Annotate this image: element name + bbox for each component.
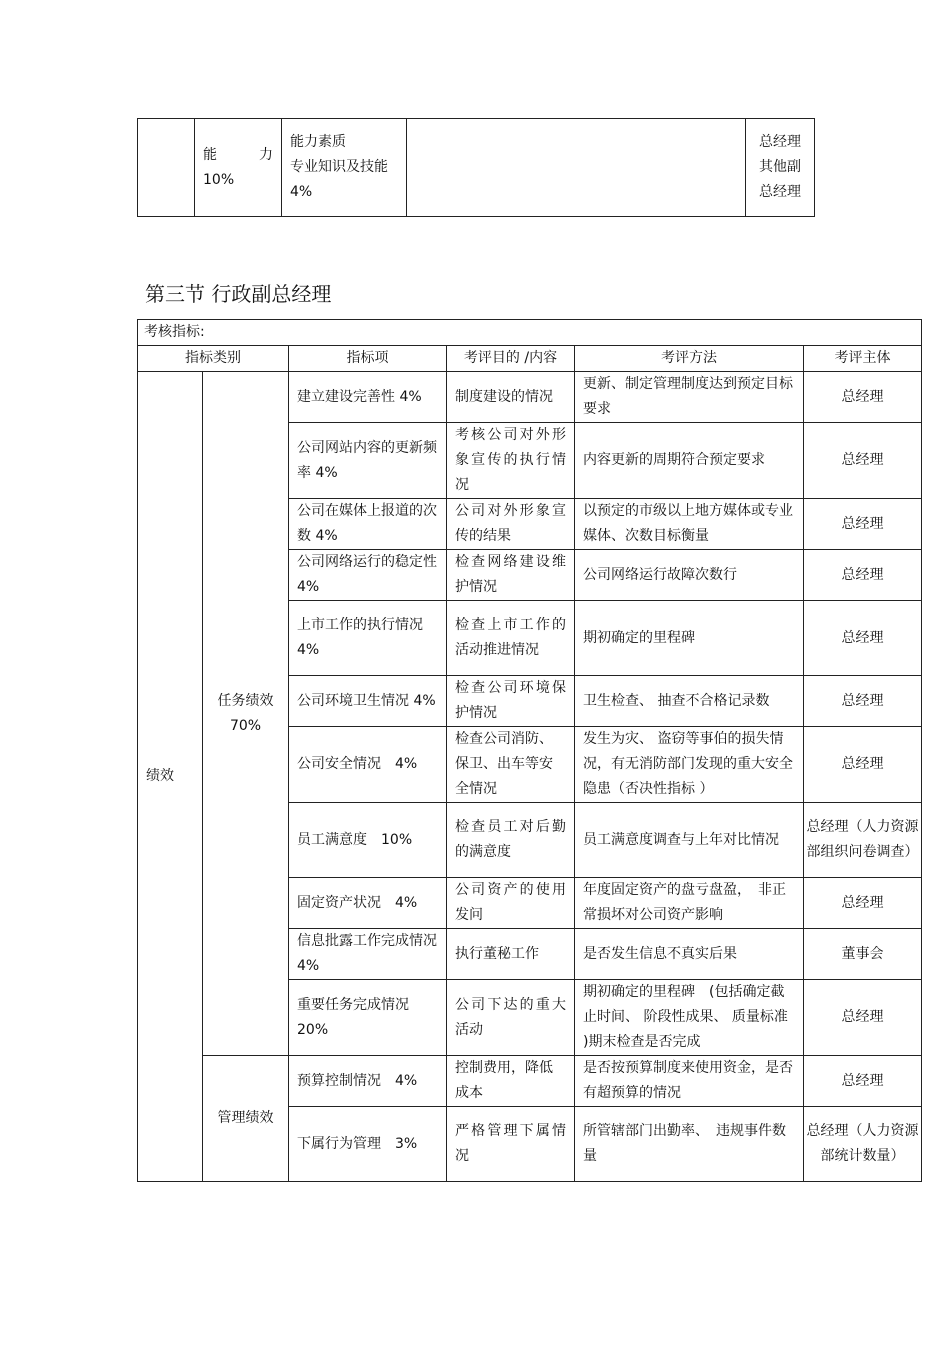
purpose-cell: 公司资产的使用发问 (447, 878, 575, 929)
empty-cell (138, 119, 195, 217)
item-cell: 建立建设完善性 4% (289, 372, 447, 423)
item-cell: 固定资产状况 4% (289, 878, 447, 929)
purpose-cell: 检查公司环境保护情况 (447, 676, 575, 727)
header-subject: 考评主体 (804, 346, 922, 372)
method-cell: 以预定的市级以上地方媒体或专业媒体、次数目标衡量 (575, 499, 804, 550)
item-cell: 公司网站内容的更新频率 4% (289, 423, 447, 499)
top-partial-table (137, 118, 815, 217)
subject-line: 其他副 (759, 159, 801, 175)
subject-cell: 总经理（人力资源部组织问卷调查） (804, 803, 922, 878)
header-purpose: 考评目的 /内容 (447, 346, 575, 372)
subject-cell: 总经理 (804, 550, 922, 601)
purpose-cell: 检查公司消防、保卫、出车等安全情况 (447, 727, 575, 803)
subject-cell: 总经理 (804, 878, 922, 929)
purpose-cell: 严格管理下属情况 (447, 1107, 575, 1182)
subject-cell: 总经理 (804, 1056, 922, 1107)
table-row (138, 119, 815, 217)
method-cell: 卫生检查、 抽查不合格记录数 (575, 676, 804, 727)
method-cell: 内容更新的周期符合预定要求 (575, 423, 804, 499)
subject-cell: 总经理 (804, 372, 922, 423)
purpose-cell: 检查员工对后勤的满意度 (447, 803, 575, 878)
purpose-cell: 公司下达的重大活动 (447, 980, 575, 1056)
subgroup-cell-task (203, 372, 289, 1056)
subject-cell: 总经理 (804, 727, 922, 803)
purpose-cell: 检查上市工作的活动推进情况 (447, 601, 575, 676)
purpose-cell: 考核公司对外形象宣传的执行情况 (447, 423, 575, 499)
subject-cell: 总经理 (804, 423, 922, 499)
header-row (138, 346, 922, 372)
subject-cell: 总经理 (804, 601, 922, 676)
category-label: 能 力 (203, 146, 273, 163)
purpose-cell: 公司对外形象宣传的结果 (447, 499, 575, 550)
item-cell (282, 119, 407, 217)
assessment-table (137, 319, 922, 1182)
category-cell (195, 119, 282, 217)
method-cell: 公司网络运行故障次数行 (575, 550, 804, 601)
category-weight: 10% (203, 171, 235, 188)
item-line: 能力素质 (290, 134, 346, 150)
subject-line: 总经理 (759, 134, 801, 150)
item-cell: 下属行为管理 3% (289, 1107, 447, 1182)
header-item: 指标项 (289, 346, 447, 372)
subject-cell: 总经理 (804, 499, 922, 550)
header-category: 指标类别 (138, 346, 289, 372)
table-caption-row (138, 320, 922, 346)
item-line: 专业知识及技能 (290, 159, 388, 175)
subject-line: 总经理 (759, 184, 801, 200)
subject-cell: 总经理 (804, 980, 922, 1056)
subject-cell: 董事会 (804, 929, 922, 980)
method-cell: 年度固定资产的盘亏盘盈， 非正常损坏对公司资产影响 (575, 878, 804, 929)
item-cell: 员工满意度 10% (289, 803, 447, 878)
item-cell: 公司网络运行的稳定性 4% (289, 550, 447, 601)
header-method: 考评方法 (575, 346, 804, 372)
item-cell: 上市工作的执行情况 4% (289, 601, 447, 676)
method-cell: 所管辖部门出勤率、 违规事件数量 (575, 1107, 804, 1182)
method-cell: 发生为灾、 盗窃等事伯的损失情况，有无消防部门发现的重大安全隐患（否决性指标 ） (575, 727, 804, 803)
item-weight: 4% (290, 184, 313, 200)
item-cell: 公司在媒体上报道的次数 4% (289, 499, 447, 550)
subgroup-weight: 70% (229, 717, 262, 734)
table-row (138, 372, 922, 423)
section-title: 第三节 行政副总经理 (145, 282, 332, 306)
item-cell: 公司安全情况 4% (289, 727, 447, 803)
method-cell: 更新、制定管理制度达到预定目标要求 (575, 372, 804, 423)
subgroup-name: 任务绩效 (217, 692, 274, 709)
item-cell: 公司环境卫生情况 4% (289, 676, 447, 727)
method-cell: 是否发生信息不真实后果 (575, 929, 804, 980)
purpose-cell: 执行董秘工作 (447, 929, 575, 980)
purpose-cell: 制度建设的情况 (447, 372, 575, 423)
group-cell: 绩效 (138, 372, 203, 1182)
empty-cell (407, 119, 746, 217)
subgroup-cell-management: 管理绩效 (203, 1056, 289, 1182)
subject-cell: 总经理（人力资源部统计数量） (804, 1107, 922, 1182)
subject-cell: 总经理 (804, 676, 922, 727)
table-row (138, 1056, 922, 1107)
purpose-cell: 检查网络建设维护情况 (447, 550, 575, 601)
item-cell: 重要任务完成情况 20% (289, 980, 447, 1056)
method-cell: 期初确定的里程碑 (包括确定截止时间、 阶段性成果、 质量标准 )期末检查是否完成 (575, 980, 804, 1056)
purpose-cell: 控制费用，降低成本 (447, 1056, 575, 1107)
item-cell: 预算控制情况 4% (289, 1056, 447, 1107)
method-cell: 期初确定的里程碑 (575, 601, 804, 676)
table-caption: 考核指标: (138, 320, 922, 346)
item-cell: 信息批露工作完成情况 4% (289, 929, 447, 980)
subject-cell (746, 119, 815, 217)
method-cell: 是否按预算制度来使用资金，是否有超预算的情况 (575, 1056, 804, 1107)
method-cell: 员工满意度调查与上年对比情况 (575, 803, 804, 878)
